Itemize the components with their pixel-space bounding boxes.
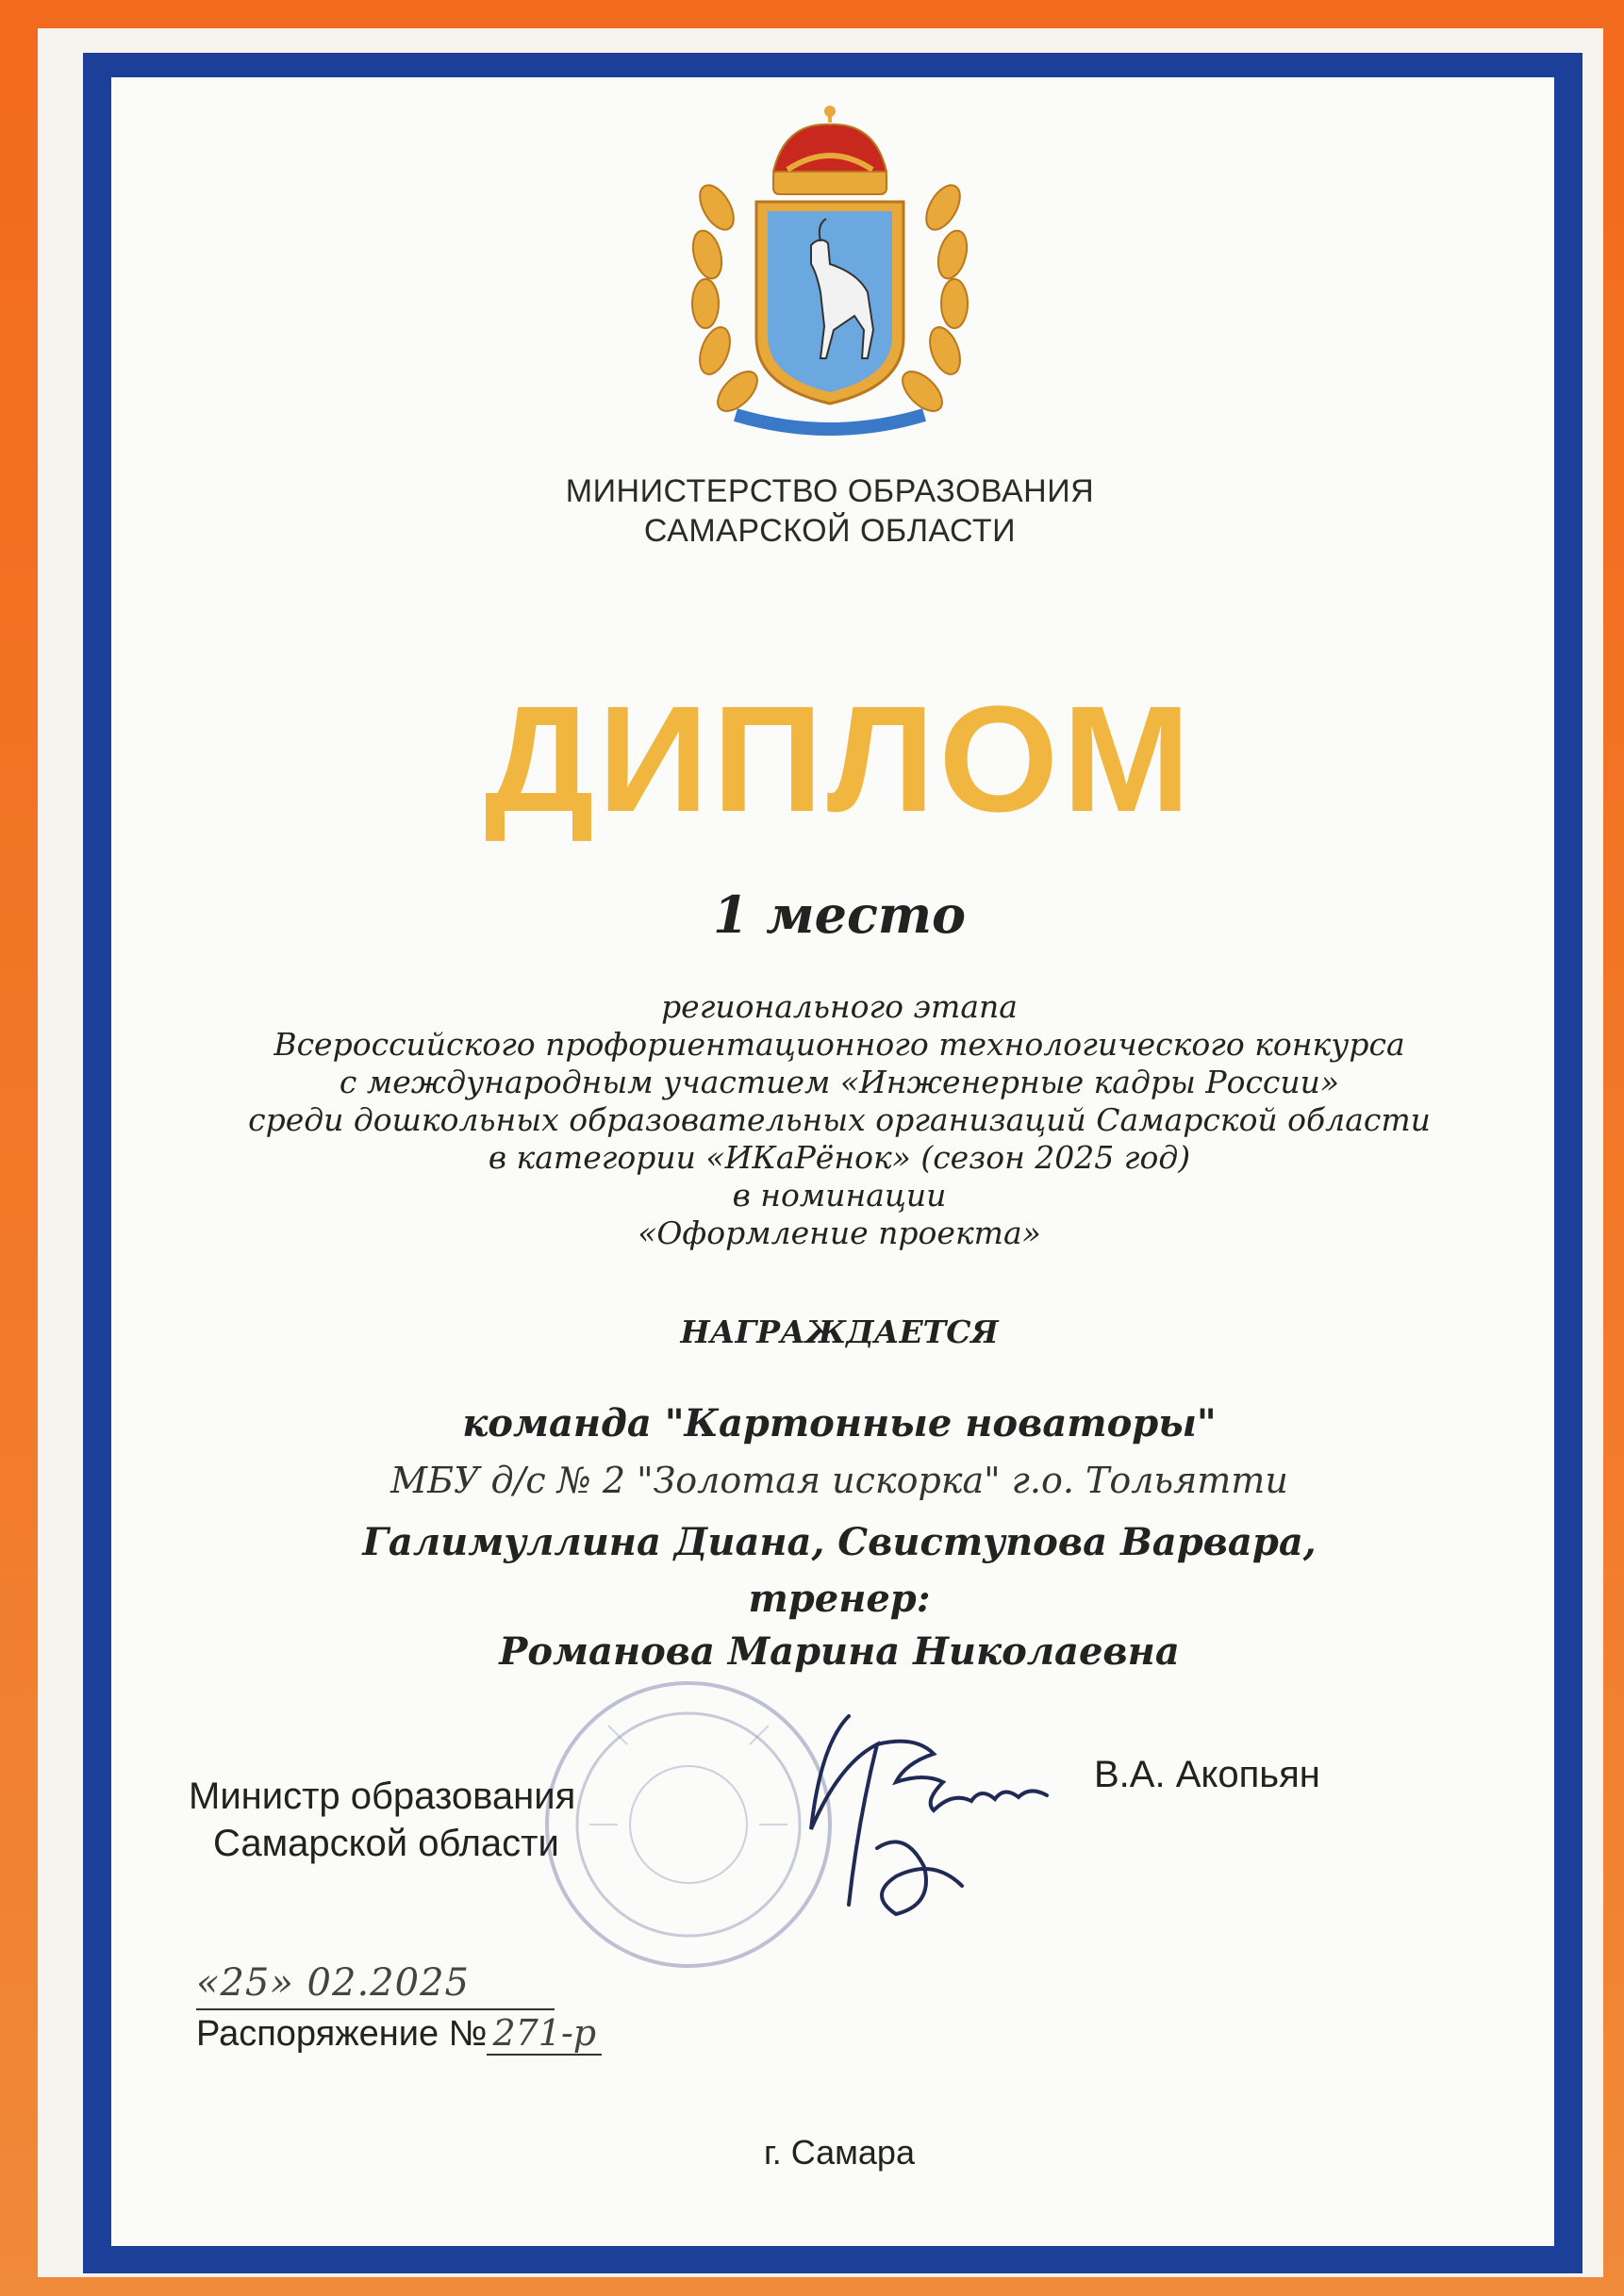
samara-region-coat-of-arms-icon: [679, 104, 981, 453]
competition-line: среди дошкольных образовательных организаций Самарской области: [248, 1101, 1431, 1138]
team-members: Галимуллина Диана, Свиступова Варвара,: [362, 1520, 1317, 1564]
organization-name: МБУ д/с № 2 "Золотая искорка" г.о. Тольятти: [390, 1460, 1288, 1501]
signatory-position: [189, 1773, 660, 1867]
ministry-line-1: МИНИСТЕРСТВО ОБРАЗОВАНИЯ: [565, 473, 1095, 509]
ministry-line-2: САМАРСКОЙ ОБЛАСТИ: [643, 513, 1017, 549]
signer-name: В.А. Акопьян: [1094, 1754, 1320, 1795]
competition-line: в номинации: [732, 1177, 947, 1214]
team-name: команда "Картонные новаторы": [462, 1401, 1217, 1445]
issue-date: «25» 02.2025: [196, 1961, 470, 2005]
order-label: Распоряжение №: [196, 2014, 488, 2054]
handwritten-signature: [783, 1688, 1085, 1933]
competition-line: с международным участием «Инженерные кадры России»: [339, 1064, 1340, 1100]
ministry-name: [528, 471, 1132, 551]
competition-description: [189, 988, 1490, 1252]
awarded-heading: НАГРАЖДАЕТСЯ: [680, 1313, 999, 1350]
position-line-2: Самарской области: [213, 1823, 559, 1864]
competition-line: в категории «ИКаРёнок» (сезон 2025 год): [488, 1139, 1191, 1176]
competition-line: Всероссийского профориентационного технологического конкурса: [273, 1026, 1405, 1063]
competition-line: регионального этапа: [661, 988, 1018, 1025]
coach-name: Романова Марина Николаевна: [499, 1629, 1180, 1674]
place-heading: 1 место: [712, 884, 967, 945]
order-number: 271-р: [487, 2012, 602, 2056]
coach-label: тренер:: [748, 1577, 931, 1621]
city: г. Самара: [764, 2133, 915, 2172]
order-reference: [196, 2012, 602, 2055]
diploma-title: ДИПЛОМ: [484, 674, 1195, 843]
position-line-1: Министр образования: [189, 1776, 576, 1817]
competition-line: «Оформление проекта»: [638, 1214, 1041, 1251]
